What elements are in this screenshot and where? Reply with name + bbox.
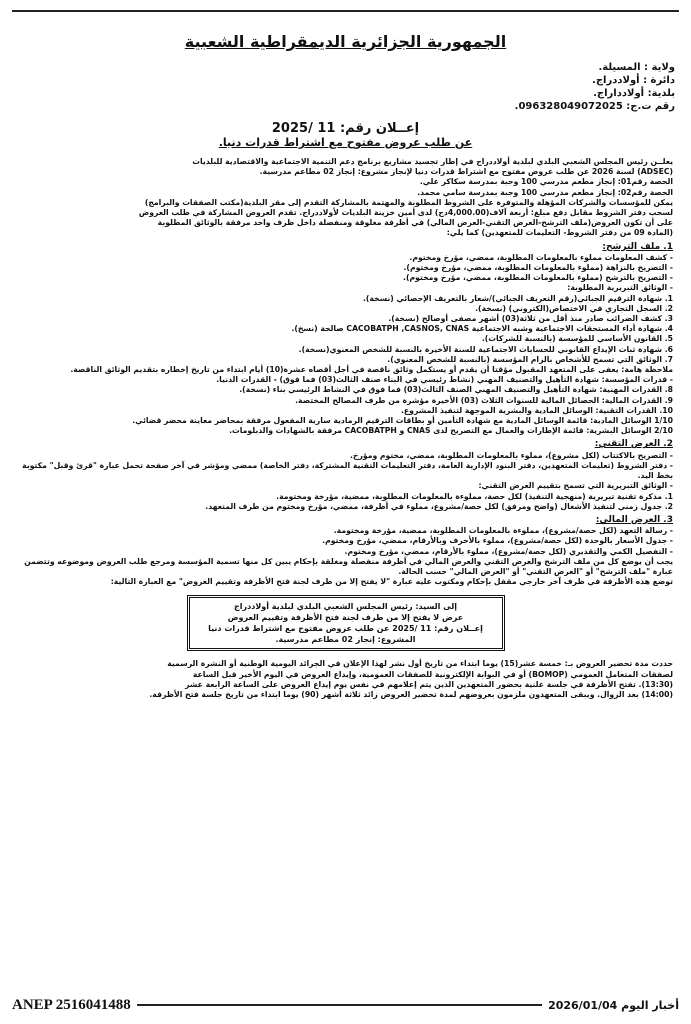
admin-line-wilaya: ولاية : المسيلة. [598, 62, 675, 73]
announcement-subtitle: عن طلب عروض مفتوح مع اشتراط قدرات دنيا. [218, 136, 473, 149]
intro-line: لسحب دفتر الشروط مقابل دفع مبلغ: أربعة آلاف(4,000.00دج) لدى أمين خزينة البلديات لأولاددراج. تقدم العروض المشاركة في طلب العروض [138, 208, 673, 218]
candidacy-line: - التصريح بالنزاهة (مملوء بالمعلومات المطلوبة، ممضي، مؤرخ ومختوم). [403, 263, 673, 273]
candidacy-line: - قدرات المؤسسة: شهادة التأهيل والتصنيف المهني (نشاط رئيسي في البناء صنف الثالث(03) فما فوق) - القدرات الدنيا. [216, 375, 673, 385]
technical-offer-line: 1. مذكرة تقنية تبريرية (منهجية التنفيذ) لكل حصة، مملوءة بالمعلومات المطلوبة، ممضية، مؤرخة ومختومة. [276, 491, 673, 501]
anep-reference: ANEP 2516041488 [12, 996, 131, 1013]
intro-line: (ADSEC) لسنة 2026 عن طلب عروض مفتوح مع اشتراط قدرات دنيا لإنجاز مشروع: إنجاز 02 مطاعم مدرسية. [259, 167, 673, 177]
newspaper-date: أخبار اليوم 2026/01/04 [548, 998, 679, 1012]
section-title-candidacy: 1. ملف الترشح: [602, 241, 673, 252]
candidacy-line: 1/10 الوسائل المادية: قائمة الوسائل المادية مع شهادة التأمين أو بطاقات الترقيم الرمادية سارية المفعول مرفقة بمحاضر معاينة محضر قضائي. [132, 416, 673, 426]
envelope-line: إلى السيد: رئيس المجلس الشعبي البلدي لبلدية أولاددراج [234, 602, 457, 612]
candidacy-line: 9. القدرات المالية: الحصائل المالية للسنوات الثلاث (03) الأخيرة مؤشرة من طرف المصالح المختصة. [295, 395, 673, 405]
financial-offer-line: - رسالة التعهد (لكل حصة/مشروع)، مملوءة بالمعلومات المطلوبة، ممضية، مؤرخة ومختومة. [333, 526, 673, 536]
candidacy-line: 5. القانون الأساسي للمؤسسة (بالنسبة للشركات). [481, 334, 673, 344]
closing-line: (13:30). تفتح الأظرفة في جلسة علنية بحضور المتعهدين الذين يتم إعلامهم في نفس يوم إيداع العروض على الساعة الرابعة عشر [185, 679, 673, 689]
intro-line: الحصة رقم01: إنجاز مطعم مدرسي 100 وجبة بمدرسة سكاكر علي. [419, 177, 673, 187]
technical-offer-line: - دفتر الشروط (تعليمات المتعهدين، دفتر البنود الإدارية العامة، دفتر التعليمات التقنية المشتركة، دفتر الخاصة) ممضي ومؤشر في آخر صفحة تحمل عبارة "قرئ وقبل" مكتوبة بخط اليد. [22, 460, 673, 481]
admin-line-commune: بلدية: أولادداراج. [593, 88, 675, 99]
candidacy-line: 8. القدرات المهنية: شهادة التأهيل والتصنيف المهني الصنف الثالث(03) فما فوق في النشاط الرئيسي بناء (نسخة). [239, 385, 673, 395]
intro-line: يمكن للمؤسسات والشركات المؤهلة والمتوفرة على الشروط المطلوبة والمهتمة بالمشاركة التقدم إلى مقر البلدية(مكتب الصفقات والبرامج) [144, 197, 673, 207]
technical-offer-line: - الوثائق التبريرية التي تسمح بتقييم العرض التقني: [478, 481, 673, 491]
envelope-label-box [187, 595, 505, 651]
financial-offer-line: يجب أن يوضع كل من ملف الترشح والعرض التقني والعرض المالي في أظرفة منفصلة ومغلقة بإحكام يبين كل منها تسمية المؤسسة ومرجع طلب العروض وموضوعه وتتضمن عبارة "ملف الترشح" أو "العرض التقني" أو "العرض المالي" حسب الحالة. [24, 556, 673, 576]
envelope-line: عرض لا يفتح إلا من طرف لجنة فتح الأظرفة وتقييم العروض [227, 613, 464, 623]
section-title-financial-offer: 3. العرض المالي: [595, 514, 673, 525]
envelope-line: إعــلان رقم: 11 /2025 عن طلب عروض مفتوح مع اشتراط قدرات دنيا [208, 624, 483, 634]
announcement-title: إعــلان رقم: 11 /2025 [271, 121, 420, 136]
candidacy-line: 4. شهادة أداء المستحقات الاجتماعية وشبه الاجتماعية CACOBATPH ,CASNOS, CNAS صالحة (نسخ). [291, 324, 673, 334]
closing-line: (14:00) بعد الزوال. ويبقى المتعهدون ملزمون بعروضهم لمدة تحضير العروض زائد ثلاثة أشهر (90) يوما ابتداء من تاريخ جلسة فتح الأظرفة. [149, 689, 673, 699]
footer-divider [137, 1004, 542, 1006]
financial-offer-line: توضع هذه الأظرفة في ظرف آخر خارجي مقفل بإحكام ومكتوب عليه عبارة "لا يفتح إلا من طرف لجنة فتح الأظرفة وتقييم العروض" مع العبارة التالية: [110, 577, 673, 587]
section-title-technical-offer: 2. العرض التقني: [594, 439, 673, 450]
candidacy-line: ملاحظة هامة: يعفى على المتعهد المقبول مؤقتا أن يقدم أو يستكمل وثائق ناقصة في أجل أقصاه عشرة(10) أيام ابتداء من تاريخ إخطاره بتقديم الوثائق الناقصة. [70, 365, 673, 375]
candidacy-line: 6. شهادة ثبات الإيداع القانوني للحسابات الاجتماعية للسنة الأخيرة بالنسبة للشخص المعنوي(نسخة). [298, 344, 673, 354]
candidacy-line: 2/10 الوسائل البشرية: قائمة الإطارات والعمال مع التصريح لدى CNAS و CACOBATPH مرفقة بالشهادات والدبلومات. [229, 426, 673, 436]
candidacy-line: - الوثائق التبريرية المطلوبة: [567, 283, 673, 293]
intro-line: الحصة رقم02: إنجاز مطعم مدرسي 100 وجبة بمدرسة سامي محمد. [417, 187, 673, 197]
admin-line-daira: دائرة : أولاددراج. [592, 75, 675, 86]
technical-offer-line: 2. جدول زمني لتنفيذ الأشغال (واضح ومرفق) لكل حصة/مشروع، مملوء في أظرفة، ممضي، مؤرخ ومختوم من طرف المتعهد. [205, 501, 673, 511]
closing-paragraph [18, 659, 673, 700]
closing-line: لصفقات المتعامل العمومي (BOMOP) أو في البوابة الإلكترونية للصفقات العمومية، وإيداع العروض في اليوم الأخير قبل الساعة [192, 669, 673, 679]
financial-offer-line: - التفصيل الكمي والتقديري (لكل حصة/مشروع)، مملوء بالأرقام، ممضي، مؤرخ ومختوم. [344, 546, 673, 556]
page-footer [12, 992, 679, 1018]
top-border [12, 10, 679, 12]
candidacy-line: - كشف المعلومات مملوء بالمعلومات المطلوبة، ممضي، مؤرخ ومختوم. [409, 252, 673, 262]
intro-line: (المادة 09 من دفتر الشروط- التعليمات للمتعهدين) كما يلي: [446, 228, 673, 238]
intro-line: على أن تكون العروض(ملف الترشح-العرض التقني-العرض المالي) في أظرفة مغلوقة ومنفصلة داخل ظرف واحد مرفقة بالوثائق المطلوبة [157, 218, 673, 228]
announcement-body [18, 157, 673, 587]
envelope-line: المشروع: إنجاز 02 مطاعم مدرسية. [275, 635, 416, 645]
candidacy-line: 3. كشف الضرائب صادر منذ أقل من ثلاثة(03) أشهر مصفى أوصالح (نسخة). [388, 314, 673, 324]
administration-block [505, 61, 675, 113]
intro-line: يعلــن رئيس المجلس الشعبي البلدي لبلدية أولاددراج في إطار تجسيد مشاريع برنامج دعم التنمية الاجتماعية والاقتصادية للبلديات [192, 157, 673, 166]
candidacy-line: 1. شهادة الترقيم الجبائي(رقم التعريف الجبائي)/شعار بالتعريف الإحصائي (نسخة). [362, 293, 673, 303]
candidacy-line: 2. السجل التجاري في الاختصاص(الكتروني) (نسخة). [475, 303, 673, 313]
candidacy-line: 7. الوثائق التي تسمح للأشخاص بالزام المؤسسة (بالنسبة للشخص المعنوي). [387, 354, 673, 364]
republic-title: الجمهورية الجزائرية الديمقراطية الشعبية [184, 32, 507, 51]
candidacy-line: - التصريح بالترشح (مملوء بالمعلومات المطلوبة، ممضي، مؤرخ ومختوم). [403, 273, 673, 283]
financial-offer-line: - جدول الأسعار بالوحدة (لكل حصة/مشروع)، مملوء بالأحرف وبالأرقام، ممضي، مؤرخ ومختوم. [322, 536, 673, 546]
technical-offer-line: - التصريح بالاكتتاب (لكل مشروع)، مملوء بالمعلومات المطلوبة، ممضي، مختوم ومؤرخ. [349, 450, 673, 460]
candidacy-line: 10. القدرات التقنية: الوسائل المادية والبشرية الموجهة لتنفيذ المشروع. [401, 405, 673, 415]
closing-line: حددت مدة تحضير العروض بـ: خمسة عشر(15) يوما ابتداء من تاريخ أول نشر لهذا الإعلان في الجرائد اليومية الوطنية أو النشرة الرسمية [167, 659, 673, 669]
admin-line-tax-id: رقم ت.ج: 096328049072025. [514, 101, 675, 112]
